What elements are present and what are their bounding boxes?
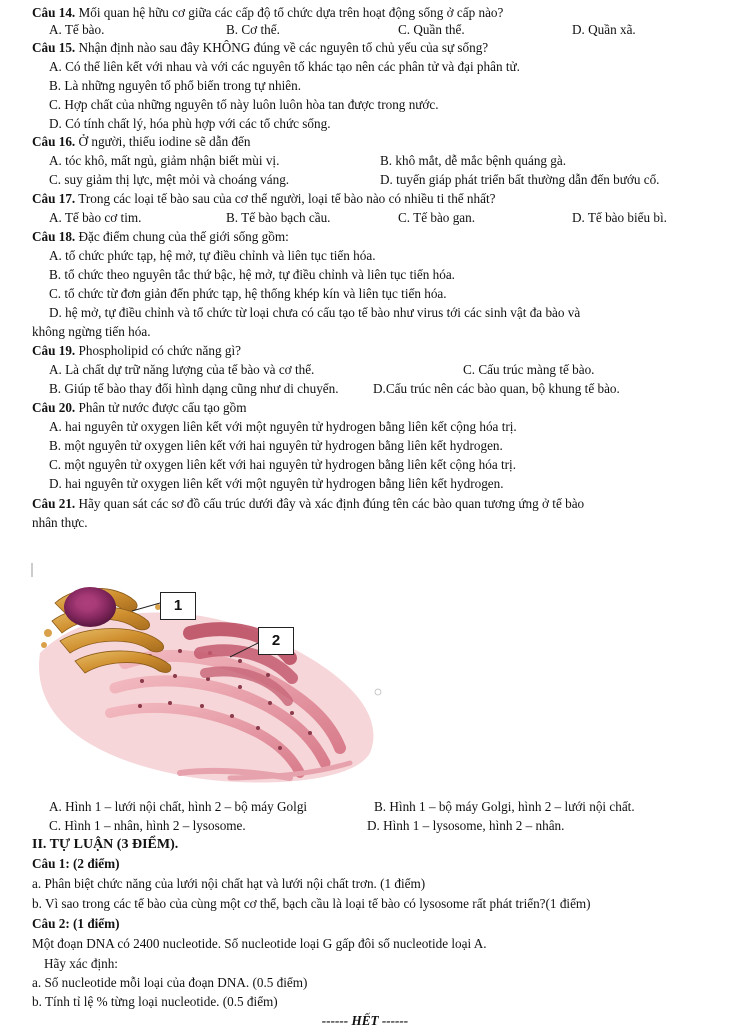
q15-text: Nhận định nào sau đây KHÔNG đúng về các nguyên tố chủ yếu của sự sống?: [75, 40, 489, 55]
q20-stem: [32, 400, 247, 416]
q17-text: Trong các loại tế bào sau của cơ thể người, loại tế bào nào có nhiều ti thể nhất?: [75, 191, 496, 206]
q16-text: Ở người, thiếu iodine sẽ dẫn đến: [75, 134, 251, 149]
q21-option-b[interactable]: B. Hình 1 – bộ máy Golgi, hình 2 – lưới nội chất.: [374, 799, 635, 814]
q20-option-c[interactable]: C. một nguyên tử oxygen liên kết với hai nguyên tử hydrogen bằng liên kết cộng hóa trị.: [49, 457, 516, 472]
q18-option-a[interactable]: A. tổ chức phức tạp, hệ mở, tự điều chỉnh và liên tục tiến hóa.: [49, 248, 376, 263]
q16-option-b[interactable]: B. khô mắt, dễ mắc bệnh quáng gà.: [380, 153, 567, 168]
c2-a: a. Số nucleotide mỗi loại của đoạn DNA. (0.5 điểm): [32, 975, 308, 990]
q17-option-a[interactable]: A. Tế bào cơ tim.: [49, 210, 142, 225]
q16-option-a[interactable]: A. tóc khô, mất ngủ, giảm nhận biết mùi vị.: [49, 153, 280, 168]
q16-label: Câu 16.: [32, 134, 76, 149]
q21-label: Câu 21.: [32, 496, 76, 511]
part2-heading: II. TỰ LUẬN (3 ĐIỂM).: [32, 837, 179, 852]
q19-option-c[interactable]: C. Cấu trúc màng tế bào.: [463, 362, 595, 377]
end-marker: ------ HẾT ------: [321, 1013, 409, 1028]
q21-text: Hãy quan sát các sơ đồ cấu trúc dưới đây và xác định đúng tên các bào quan tương ứng ở tế bào: [75, 496, 585, 511]
q21-option-c[interactable]: C. Hình 1 – nhân, hình 2 – lysosome.: [49, 818, 246, 833]
q15-label: Câu 15.: [32, 40, 76, 55]
organelle-figure: [30, 563, 400, 795]
c1-title: Câu 1: (2 điểm): [32, 856, 120, 871]
small-vesicle: [375, 689, 381, 695]
figure-label-1: 1: [160, 592, 196, 620]
c1-a: a. Phân biệt chức năng của lưới nội chất hạt và lưới nội chất trơn. (1 điểm): [32, 876, 426, 891]
q20-option-b[interactable]: B. một nguyên tử oxygen liên kết với hai nguyên tử hydrogen bằng liên kết hydrogen.: [49, 438, 503, 453]
c2-ask: Hãy xác định:: [44, 956, 118, 971]
q14-stem: [32, 5, 503, 21]
q17-label: Câu 17.: [32, 191, 76, 206]
q14-text: Mối quan hệ hữu cơ giữa các cấp độ tổ chức dựa trên hoạt động sống ở cấp nào?: [75, 5, 504, 20]
q17-option-d[interactable]: D. Tế bào biểu bì.: [572, 210, 667, 225]
q15-stem: [32, 40, 488, 56]
q16-option-d[interactable]: D. tuyến giáp phát triển bất thường dẫn đến bướu cổ.: [380, 172, 660, 187]
q21-stem-cont: nhân thực.: [32, 515, 88, 530]
q20-option-a[interactable]: A. hai nguyên tử oxygen liên kết với một nguyên tử hydrogen bằng liên kết cộng hóa trị.: [49, 419, 517, 434]
q18-option-b[interactable]: B. tổ chức theo nguyên tắc thứ bậc, hệ mở, tự điều chỉnh và liên tục tiến hóa.: [49, 267, 455, 282]
q19-text: Phospholipid có chức năng gì?: [75, 343, 241, 358]
q21-option-a[interactable]: A. Hình 1 – lưới nội chất, hình 2 – bộ máy Golgi: [49, 799, 308, 814]
q16-stem: [32, 134, 251, 150]
c2-title: Câu 2: (1 điểm): [32, 916, 120, 931]
q15-option-d[interactable]: D. Có tính chất lý, hóa phù hợp với các tổ chức sống.: [49, 116, 331, 131]
q15-option-b[interactable]: B. Là những nguyên tố phổ biến trong tự nhiên.: [49, 78, 302, 93]
q14-option-b[interactable]: B. Cơ thể.: [226, 22, 280, 37]
q18-text: Đặc điểm chung của thế giới sống gồm:: [75, 229, 289, 244]
q15-option-c[interactable]: C. Hợp chất của những nguyên tố này luôn luôn hòa tan được trong nước.: [49, 97, 439, 112]
q15-option-a[interactable]: A. Có thể liên kết với nhau và với các nguyên tố khác tạo nên các phân tử và đại phân tử.: [49, 59, 520, 74]
nucleus: [64, 587, 116, 627]
q18-option-c[interactable]: C. tổ chức từ đơn giản đến phức tạp, hệ thống khép kín và liên tục tiến hóa.: [49, 286, 447, 301]
q14-option-c[interactable]: C. Quần thể.: [398, 22, 465, 37]
q19-label: Câu 19.: [32, 343, 76, 358]
q14-option-a[interactable]: A. Tế bào.: [49, 22, 105, 37]
q21-option-d[interactable]: D. Hình 1 – lysosome, hình 2 – nhân.: [367, 818, 565, 833]
q18-option-d-cont: không ngừng tiến hóa.: [32, 324, 151, 339]
c2-b: b. Tính tỉ lệ % từng loại nucleotide. (0.5 điểm): [32, 994, 278, 1009]
q18-stem: [32, 229, 289, 245]
q20-text: Phân tử nước được cấu tạo gồm: [75, 400, 247, 415]
q17-option-b[interactable]: B. Tế bào bạch cầu.: [226, 210, 331, 225]
q18-option-d[interactable]: D. hệ mở, tự điều chỉnh và tổ chức từ loại chưa có cấu tạo tế bào như virus tới các sinh vật đa bào và: [49, 305, 581, 320]
organelle-illustration: [30, 563, 400, 795]
q19-option-d[interactable]: D.Cấu trúc nên các bào quan, bộ khung tế bào.: [373, 381, 620, 396]
q21-stem: [32, 496, 584, 512]
q17-option-c[interactable]: C. Tế bào gan.: [398, 210, 476, 225]
q16-option-c[interactable]: C. suy giảm thị lực, mệt mỏi và choáng váng.: [49, 172, 290, 187]
q18-label: Câu 18.: [32, 229, 76, 244]
c1-b: b. Vì sao trong các tế bào của cùng một cơ thể, bạch cầu là loại tế bào có lysosome rất phát triển?(1 điểm): [32, 896, 591, 911]
q19-stem: [32, 343, 241, 359]
q14-label: Câu 14.: [32, 5, 76, 20]
q17-stem: [32, 191, 496, 207]
c2-stem: Một đoạn DNA có 2400 nucleotide. Số nucleotide loại G gấp đôi số nucleotide loại A.: [32, 936, 487, 951]
q19-option-b[interactable]: B. Giúp tế bào thay đổi hình dạng cũng như di chuyển.: [49, 381, 339, 396]
q20-label: Câu 20.: [32, 400, 76, 415]
figure-label-2: 2: [258, 627, 294, 655]
q20-option-d[interactable]: D. hai nguyên tử oxygen liên kết với một nguyên tử hydrogen bằng liên kết hydrogen.: [49, 476, 504, 491]
q19-option-a[interactable]: A. Là chất dự trữ năng lượng của tế bào và cơ thể.: [49, 362, 315, 377]
q14-option-d[interactable]: D. Quần xã.: [572, 22, 636, 37]
